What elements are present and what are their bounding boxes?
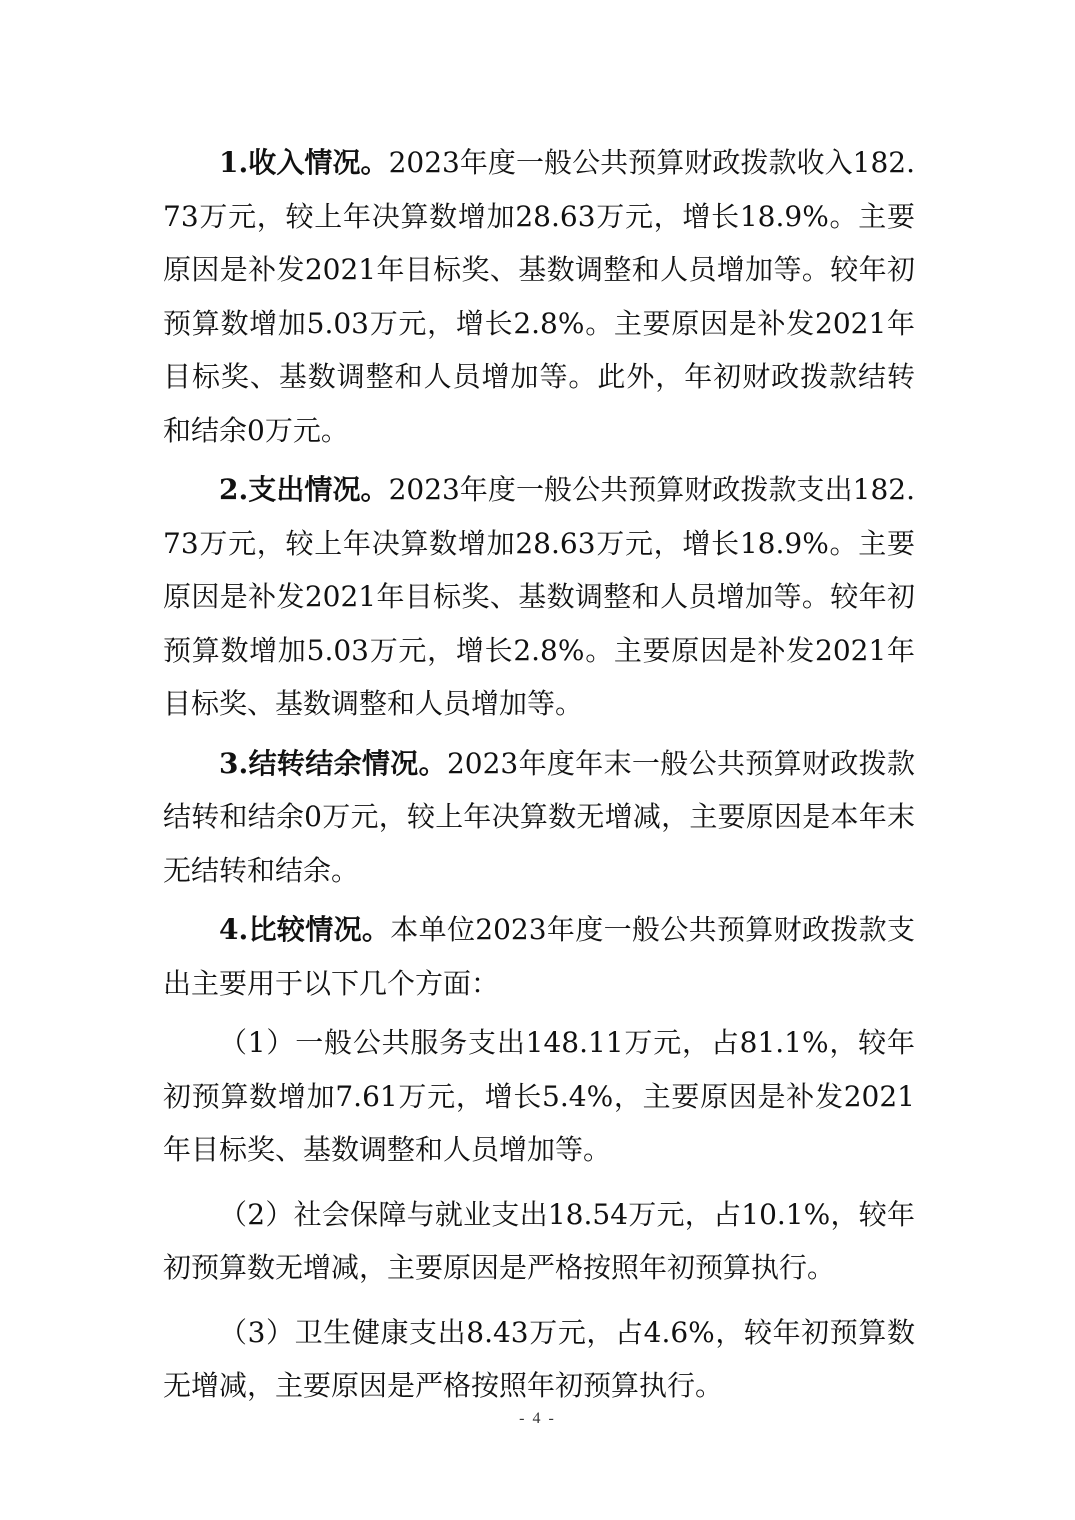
paragraph-text: 2023年度年末一般公共预算财政拨款结转和结余0万元，较上年决算数无增减，主要原因是本年末无结转和结余。 <box>163 746 916 887</box>
paragraph-heading: 3.结转结余情况。 <box>219 746 447 780</box>
paragraph-heading: 4.比较情况。 <box>219 913 391 946</box>
paragraph-text: 2023年度一般公共预算财政拨款支出182.73万元，较上年决算数增加28.63万元，增长18.9%。主要原因是补发2021年目标奖、基数调整和人员增加等。较年初预算数增加5.03万元，增长2.8%。主要原因是补发2021年目标奖、基数调整和人员增加等。 <box>163 473 915 720</box>
paragraph-carryover <box>163 737 915 898</box>
paragraph-comparison <box>163 903 915 1010</box>
paragraph-text: 本单位2023年度一般公共预算财政拨款支出主要用于以下几个方面： <box>163 913 915 1000</box>
paragraph-income <box>163 136 915 457</box>
paragraph-text: 2023年度一般公共预算财政拨款收入182.73万元，较上年决算数增加28.63万元，增长18.9%。主要原因是补发2021年目标奖、基数调整和人员增加等。较年初预算数增加5.03万元，增长2.8%。主要原因是补发2021年目标奖、基数调整和人员增加等。此外，年初财政拨款结转和结余0万元。 <box>163 146 915 447</box>
list-item-health: （3）卫生健康支出8.43万元，占4.6%，较年初预算数无增减，主要原因是严格按照年初预算执行。 <box>163 1315 915 1402</box>
document-body <box>163 136 915 1424</box>
paragraph-heading: 1.收入情况。 <box>219 146 389 179</box>
paragraph-expenditure <box>163 463 915 731</box>
list-item-general-public-services: （1）一般公共服务支出148.11万元，占81.1%，较年初预算数增加7.61万元，增长5.4%，主要原因是补发2021年目标奖、基数调整和人员增加等。 <box>163 1026 915 1166</box>
list-item-social-security: （2）社会保障与就业支出18.54万元，占10.1%，较年初预算数无增减，主要原因是严格按照年初预算执行。 <box>163 1197 915 1284</box>
paragraph-heading: 2.支出情况。 <box>219 473 389 506</box>
page-number: - 4 - <box>519 1410 556 1427</box>
